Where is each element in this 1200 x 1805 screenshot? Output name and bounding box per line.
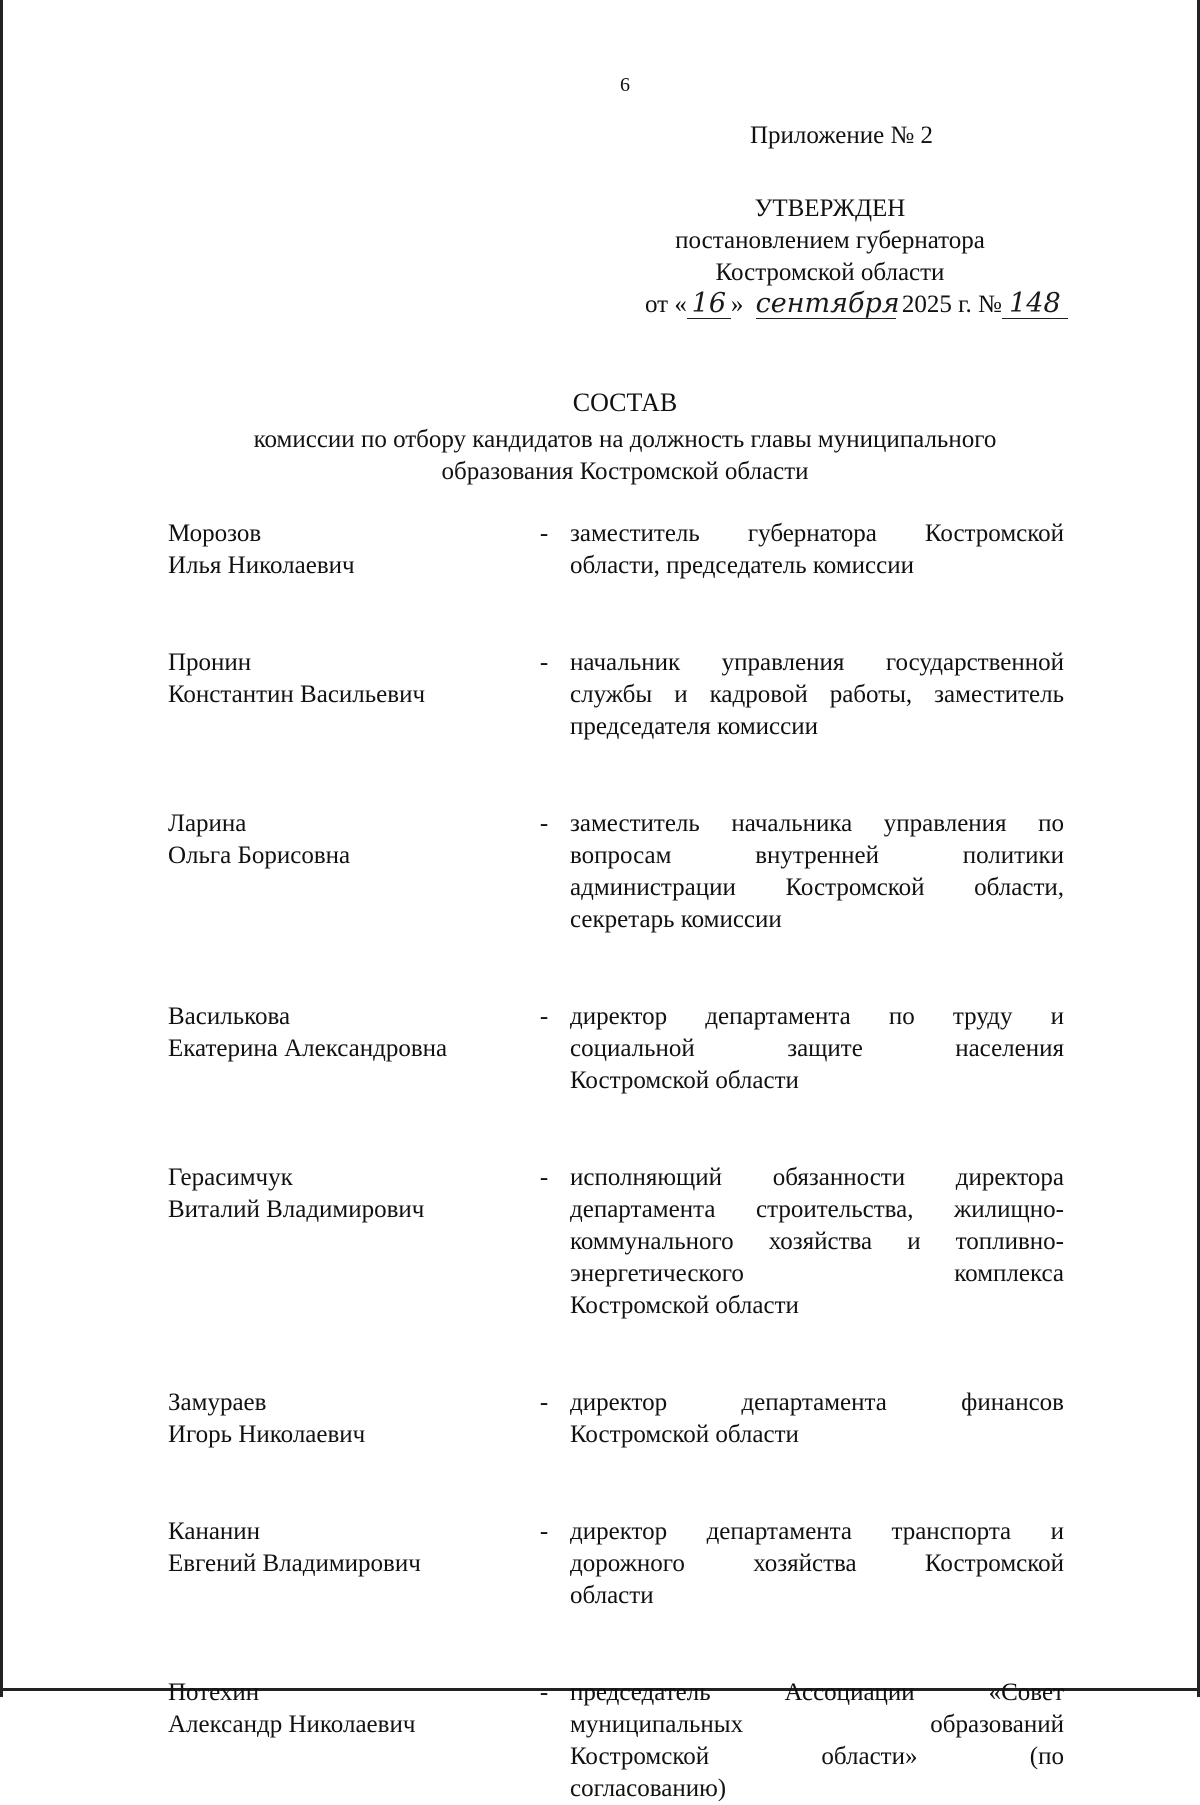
member-name bbox=[168, 808, 518, 872]
member-dash: - bbox=[539, 1003, 549, 1030]
member-surname: Замураев bbox=[168, 1389, 267, 1416]
member-name bbox=[168, 1001, 518, 1065]
member-role-line: заместитель губернатора Костромской bbox=[570, 520, 1064, 547]
member-role bbox=[570, 1387, 1064, 1451]
member-role bbox=[570, 647, 1064, 743]
handwritten-number: 148 bbox=[1002, 290, 1068, 319]
member-role-line: директор департамента финансов bbox=[570, 1389, 1064, 1416]
member-given-names: Игорь Николаевич bbox=[168, 1421, 366, 1448]
member-name bbox=[168, 1677, 518, 1741]
member-role-line: директор департамента транспорта и bbox=[570, 1518, 1064, 1545]
page-number: 6 bbox=[620, 74, 630, 96]
member-row bbox=[168, 1516, 1064, 1612]
member-role-line: муниципальных образований bbox=[570, 1711, 1064, 1738]
member-given-names: Константин Васильевич bbox=[168, 681, 426, 708]
document-title: СОСТАВ bbox=[572, 388, 678, 417]
member-role-line: администрации Костромской области, bbox=[570, 874, 1064, 901]
member-role-line: заместитель начальника управления по bbox=[570, 810, 1064, 837]
appendix-label: Приложение № 2 bbox=[750, 122, 934, 149]
handwritten-day: 16 bbox=[687, 290, 731, 319]
member-role-line: дорожного хозяйства Костромской bbox=[570, 1550, 1064, 1577]
member-role-line: области, председатель комиссии bbox=[570, 552, 914, 579]
member-dash: - bbox=[539, 1164, 549, 1191]
member-row bbox=[168, 518, 1064, 582]
approval-line-2: Костромской области bbox=[715, 259, 945, 286]
member-role-line: энергетического комплекса bbox=[570, 1260, 1064, 1287]
member-role-line: департамента строительства, жилищно- bbox=[570, 1196, 1064, 1223]
member-row bbox=[168, 1677, 1064, 1805]
member-surname: Ларина bbox=[168, 810, 247, 837]
member-role-line: области bbox=[570, 1582, 654, 1609]
member-role-line: Костромской области bbox=[570, 1421, 799, 1448]
member-given-names: Екатерина Александровна bbox=[168, 1035, 448, 1062]
member-role bbox=[570, 1677, 1064, 1805]
member-role-line: согласованию) bbox=[570, 1775, 727, 1802]
member-row bbox=[168, 1001, 1064, 1097]
member-name bbox=[168, 647, 518, 711]
members-list bbox=[168, 518, 1064, 1805]
date-quote-close: » bbox=[730, 291, 744, 318]
approval-block bbox=[630, 193, 1030, 289]
member-row bbox=[168, 1387, 1064, 1451]
member-given-names: Ольга Борисовна bbox=[168, 842, 351, 869]
member-dash: - bbox=[539, 810, 549, 837]
member-row bbox=[168, 647, 1064, 743]
subtitle-line-2: образования Костромской области bbox=[441, 458, 809, 485]
member-given-names: Евгений Владимирович bbox=[168, 1550, 421, 1577]
date-prefix: от « bbox=[645, 291, 687, 318]
scan-border-left bbox=[0, 0, 3, 1697]
member-role-line: директор департамента по труду и bbox=[570, 1003, 1064, 1030]
member-role-line: Костромской области» (по bbox=[570, 1743, 1064, 1770]
member-surname: Василькова bbox=[168, 1003, 291, 1030]
member-role bbox=[570, 1162, 1064, 1322]
member-role-line: коммунального хозяйства и топливно- bbox=[570, 1228, 1064, 1255]
approval-heading: УТВЕРЖДЕН bbox=[754, 195, 906, 222]
member-role-line: исполняющий обязанности директора bbox=[570, 1164, 1064, 1191]
handwritten-month: сентября bbox=[755, 288, 900, 319]
member-role-line: секретарь комиссии bbox=[570, 906, 782, 933]
member-surname: Морозов bbox=[168, 520, 262, 547]
member-role-line: председатель Ассоциации «Совет bbox=[570, 1679, 1064, 1706]
member-role bbox=[570, 518, 1064, 582]
member-given-names: Виталий Владимирович bbox=[168, 1196, 425, 1223]
member-row bbox=[168, 808, 1064, 936]
member-surname: Потехин bbox=[168, 1679, 260, 1706]
document-subtitle bbox=[170, 424, 1080, 488]
member-role-line: Костромской области bbox=[570, 1292, 799, 1319]
member-row bbox=[168, 1162, 1064, 1322]
member-dash: - bbox=[539, 1679, 549, 1706]
member-surname: Пронин bbox=[168, 649, 252, 676]
member-name bbox=[168, 518, 518, 582]
member-dash: - bbox=[539, 649, 549, 676]
member-role-line: вопросам внутренней политики bbox=[570, 842, 1064, 869]
member-given-names: Александр Николаевич bbox=[168, 1711, 416, 1738]
member-dash: - bbox=[539, 1389, 549, 1416]
member-name bbox=[168, 1162, 518, 1226]
member-role bbox=[570, 1001, 1064, 1097]
member-role-line: Костромской области bbox=[570, 1067, 799, 1094]
member-role bbox=[570, 1516, 1064, 1612]
member-given-names: Илья Николаевич bbox=[168, 552, 355, 579]
member-surname: Кананин bbox=[168, 1518, 261, 1545]
member-name bbox=[168, 1387, 518, 1451]
member-name bbox=[168, 1516, 518, 1580]
member-role-line: начальник управления государственной bbox=[570, 649, 1064, 676]
member-dash: - bbox=[539, 1518, 549, 1545]
member-role-line: социальной защите населения bbox=[570, 1035, 1064, 1062]
approval-date-line bbox=[645, 290, 1068, 319]
member-role-line: службы и кадровой работы, заместитель bbox=[570, 681, 1064, 708]
date-year-number-label: 2025 г. № bbox=[901, 291, 1002, 318]
member-role bbox=[570, 808, 1064, 936]
member-dash: - bbox=[539, 520, 549, 547]
member-surname: Герасимчук bbox=[168, 1164, 293, 1191]
approval-line-1: постановлением губернатора bbox=[675, 227, 985, 254]
member-role-line: председателя комиссии bbox=[570, 713, 818, 740]
subtitle-line-1: комиссии по отбору кандидатов на должность главы муниципального bbox=[253, 426, 997, 453]
